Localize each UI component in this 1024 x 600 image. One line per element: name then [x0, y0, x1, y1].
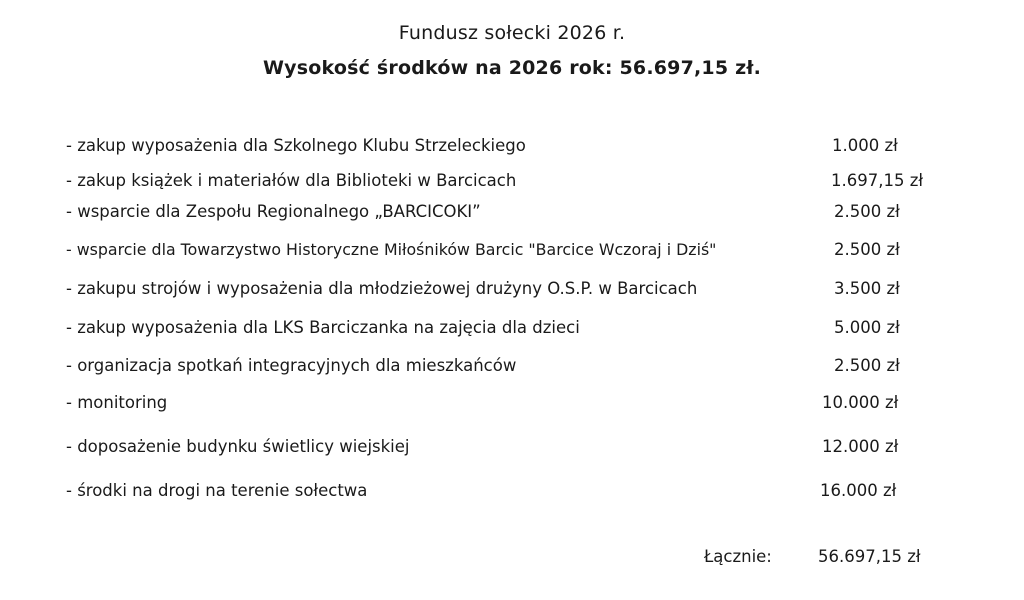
item-amount: 1.697,15 zł	[831, 171, 924, 190]
item-label: - zakupu strojów i wyposażenia dla młodzieżowej drużyny O.S.P. w Barcicach	[66, 279, 698, 298]
item-label: - wsparcie dla Zespołu Regionalnego „BARCICOKI”	[66, 202, 481, 221]
item-label: - zakup książek i materiałów dla Biblioteki w Barcicach	[66, 171, 517, 190]
funds-subtitle: Wysokość środków na 2026 rok: 56.697,15 zł.	[263, 57, 761, 79]
total-value: 56.697,15 zł	[818, 547, 921, 566]
total-label: Łącznie:	[704, 547, 772, 566]
item-amount: 12.000 zł	[822, 437, 899, 456]
item-label: - wsparcie dla Towarzystwo Historyczne Miłośników Barcic "Barcice Wczoraj i Dziś"	[66, 240, 717, 259]
item-amount: 16.000 zł	[820, 481, 897, 500]
item-amount: 1.000 zł	[832, 136, 898, 155]
item-amount: 3.500 zł	[834, 279, 900, 298]
item-label: - doposażenie budynku świetlicy wiejskiej	[66, 437, 410, 456]
item-label: - monitoring	[66, 393, 168, 412]
item-amount: 2.500 zł	[834, 202, 900, 221]
page-title: Fundusz sołecki 2026 r.	[398, 22, 626, 44]
item-amount: 2.500 zł	[834, 240, 900, 259]
item-amount: 5.000 zł	[834, 318, 900, 337]
item-label: - środki na drogi na terenie sołectwa	[66, 481, 368, 500]
item-amount: 2.500 zł	[834, 356, 900, 375]
item-label: - zakup wyposażenia dla LKS Barciczanka na zajęcia dla dzieci	[66, 318, 580, 337]
item-label: - organizacja spotkań integracyjnych dla mieszkańców	[66, 356, 517, 375]
item-amount: 10.000 zł	[822, 393, 899, 412]
item-label: - zakup wyposażenia dla Szkolnego Klubu Strzeleckiego	[66, 136, 526, 155]
